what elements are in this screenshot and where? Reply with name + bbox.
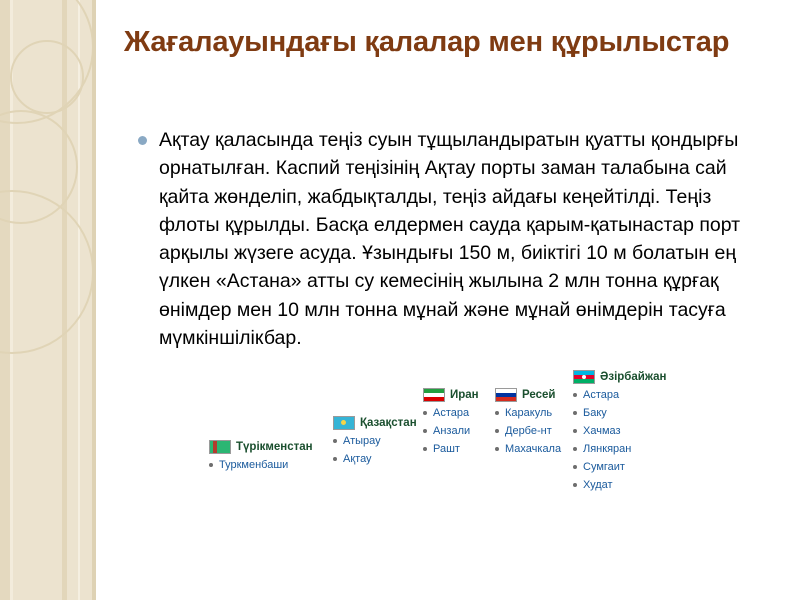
- city-list: [573, 389, 667, 491]
- turkmenistan-flag-icon: [209, 440, 231, 454]
- city-name: Астара: [433, 407, 470, 419]
- list-item: [573, 443, 667, 455]
- country-name: Ресей: [522, 389, 556, 401]
- list-item: [495, 443, 561, 455]
- band-circle-decoration: [10, 40, 84, 114]
- list-item: [495, 407, 561, 419]
- bullet-dot-icon: [573, 465, 577, 469]
- list-item: [423, 443, 479, 455]
- city-name: Махачкала: [505, 443, 562, 455]
- country-city-groups: [205, 371, 765, 568]
- country-name: Түрікменстан: [236, 441, 313, 453]
- list-item: [333, 453, 417, 465]
- country-heading: [333, 416, 417, 430]
- bullet-dot-icon: [573, 393, 577, 397]
- decorative-left-band: [0, 0, 96, 600]
- bullet-dot-icon: [423, 447, 427, 451]
- country-name: Әзірбайжан: [600, 371, 667, 383]
- body-text: Ақтау қаласында теңіз суын тұщыландыратын қуатты қондырғы орнатылған. Каспий теңізінің Ақтау порты заман талабына сай қайта жөнделіп, жабдықталды, теңіз айдағы кеңейтілді. Теңіз флоты құрылды. Басқа елдермен сауда қарым-қатынастар порт арқылы жүзеге асуда. Ұзындығы 150 м, биіктігі 10 м болатын ең үлкен «Астана» атты су кемесінің жылына 2 млн тонна құрғақ өнімдер мен 10 млн тонна мұнай және мұнай өнімдерін тасуға мүмкіншілікбар.: [159, 129, 741, 349]
- city-name: Рашт: [433, 443, 460, 455]
- city-name: Ақтау: [343, 453, 372, 465]
- list-item: [573, 461, 667, 473]
- country-heading: [495, 388, 561, 402]
- page-title: Жағалауындағы қалалар мен құрылыстар: [124, 26, 730, 58]
- city-list: [333, 435, 417, 465]
- bullet-dot-icon: [423, 411, 427, 415]
- russia-flag-icon: [495, 388, 517, 402]
- country-heading: [423, 388, 479, 402]
- country-group-kazakhstan: [333, 416, 417, 471]
- country-name: Қазақстан: [360, 417, 417, 429]
- list-item: [495, 425, 561, 437]
- bullet-dot-icon: [333, 457, 337, 461]
- bullet-dot-icon: [495, 411, 499, 415]
- city-list: [423, 407, 479, 455]
- list-item: [423, 407, 479, 419]
- city-name: Лянкяран: [583, 443, 632, 455]
- list-item: [573, 389, 667, 401]
- bullet-icon: [138, 136, 147, 145]
- city-name: Каракуль: [505, 407, 553, 419]
- bullet-dot-icon: [495, 429, 499, 433]
- band-edge: [92, 0, 96, 600]
- city-name: Дербе-нт: [505, 425, 552, 437]
- bullet-dot-icon: [423, 429, 427, 433]
- city-list: [495, 407, 561, 455]
- list-item: [573, 479, 667, 491]
- city-name: Сумгаит: [583, 461, 625, 473]
- list-item: [423, 425, 479, 437]
- country-heading: [209, 440, 313, 454]
- bullet-dot-icon: [209, 463, 213, 467]
- body-paragraph-block: [138, 126, 758, 352]
- city-name: Туркменбаши: [219, 459, 289, 471]
- city-name: Анзали: [433, 425, 471, 437]
- city-name: Баку: [583, 407, 607, 419]
- city-name: Астара: [583, 389, 620, 401]
- country-group-azerbaijan: [573, 370, 667, 497]
- azerbaijan-flag-icon: [573, 370, 595, 384]
- country-group-russia: [495, 388, 561, 461]
- iran-flag-icon: [423, 388, 445, 402]
- list-item: [333, 435, 417, 447]
- country-heading: [573, 370, 667, 384]
- bullet-dot-icon: [333, 439, 337, 443]
- list-item: [573, 407, 667, 419]
- bullet-dot-icon: [573, 429, 577, 433]
- country-name: Иран: [450, 389, 479, 401]
- city-name: Хачмаз: [583, 425, 621, 437]
- city-name: Атырау: [343, 435, 381, 447]
- kazakhstan-flag-icon: [333, 416, 355, 430]
- list-item: [209, 459, 313, 471]
- city-list: [209, 459, 313, 471]
- bullet-dot-icon: [495, 447, 499, 451]
- country-group-iran: [423, 388, 479, 461]
- list-item: [573, 425, 667, 437]
- country-group-turkmenistan: [209, 440, 313, 477]
- bullet-dot-icon: [573, 447, 577, 451]
- city-name: Худат: [583, 479, 613, 491]
- bullet-dot-icon: [573, 483, 577, 487]
- bullet-dot-icon: [573, 411, 577, 415]
